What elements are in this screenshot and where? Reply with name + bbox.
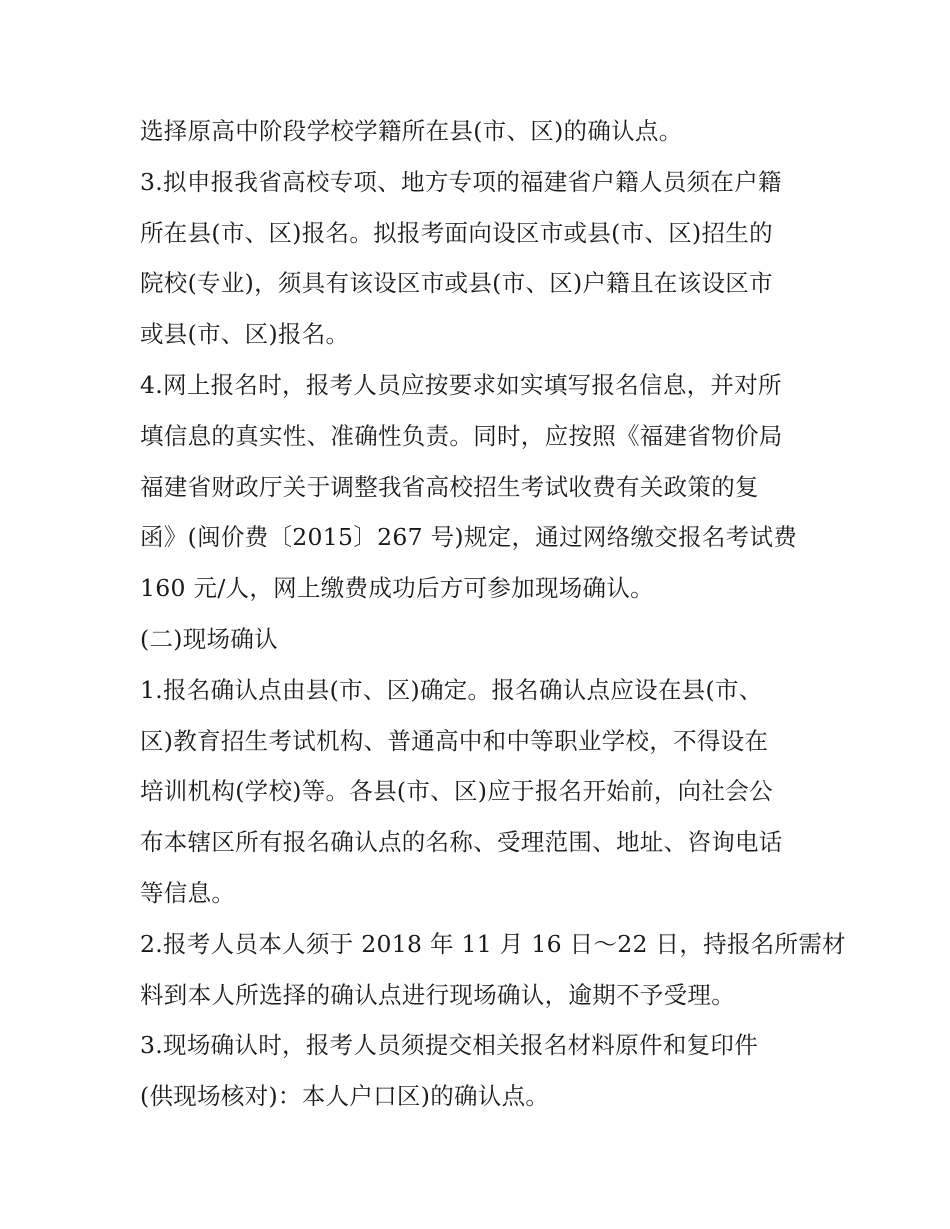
document-body <box>140 106 846 1122</box>
text-line: 院校(专业)，须具有该设区市或县(市、区)户籍且在该设区市 <box>140 269 773 298</box>
text-line: 所在县(市、区)报名。拟报考面向设区市或县(市、区)招生的 <box>140 218 773 247</box>
text-line: 2.报考人员本人须于 2018 年 11 月 16 日～22 日，持报名所需材 <box>140 929 846 958</box>
text-line: 福建省财政厅关于调整我省高校招生考试收费有关政策的复 <box>140 472 759 501</box>
text-line: 选择原高中阶段学校学籍所在县(市、区)的确认点。 <box>140 117 683 145</box>
text-line: 函》(闽价费〔2015〕267 号)规定，通过网络缴交报名考试费 <box>140 523 798 552</box>
section-heading: (二)现场确认 <box>140 624 278 653</box>
text-line: 布本辖区所有报名确认点的名称、受理范围、地址、咨询电话 <box>140 828 783 857</box>
text-line: 1.报名确认点由县(市、区)确定。报名确认点应设在县(市、 <box>140 675 763 704</box>
text-line: 等信息。 <box>140 878 236 907</box>
text-line: 填信息的真实性、准确性负责。同时，应按照《福建省物价局 <box>140 421 783 450</box>
text-line: 料到本人所选择的确认点进行现场确认，逾期不予受理。 <box>140 980 735 1009</box>
text-line: 区)教育招生考试机构、普通高中和中等职业学校，不得设在 <box>140 726 769 755</box>
text-line: 3.拟申报我省高校专项、地方专项的福建省户籍人员须在户籍 <box>140 167 782 196</box>
text-line: 3.现场确认时，报考人员须提交相关报名材料原件和复印件 <box>140 1031 759 1060</box>
text-line: 160 元/人，网上缴费成功后方可参加现场确认。 <box>140 574 654 603</box>
text-line: 4.网上报名时，报考人员应按要求如实填写报名信息，并对所 <box>140 370 782 399</box>
text-line: 或县(市、区)报名。 <box>140 320 350 349</box>
text-line: (供现场核对)：本人户口区)的确认点。 <box>140 1082 550 1111</box>
text-line: 培训机构(学校)等。各县(市、区)应于报名开始前，向社会公 <box>140 777 773 806</box>
